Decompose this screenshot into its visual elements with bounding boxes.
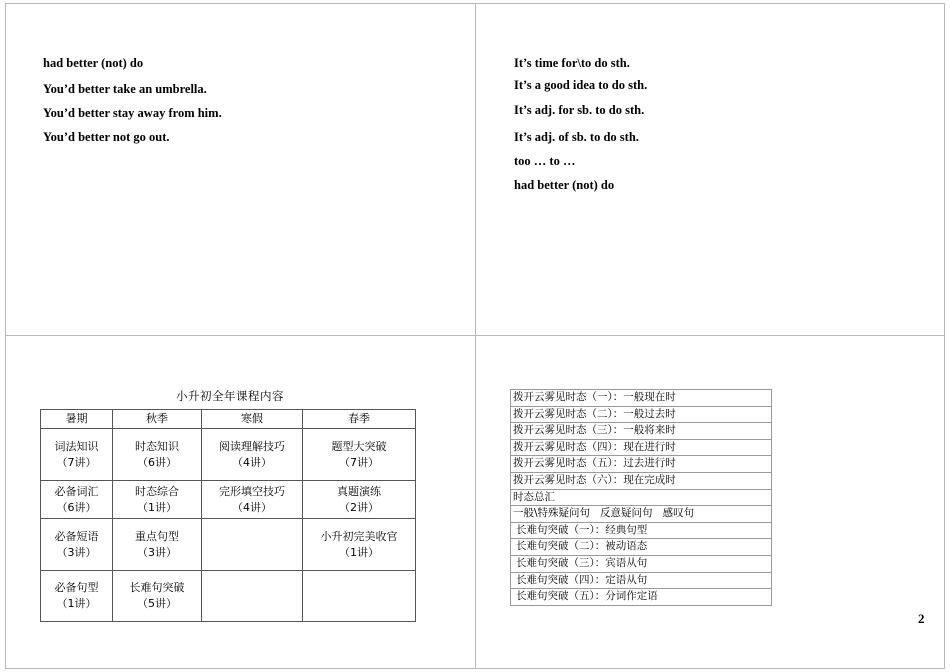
horizontal-divider xyxy=(5,335,945,336)
tr-line-6: had better (not) do xyxy=(514,178,615,192)
tr-line-1: It’s time for\to do sth. xyxy=(514,56,630,70)
table-cell xyxy=(202,571,303,622)
table-cell: 必备词汇 （6讲） xyxy=(41,481,113,519)
list-item: 长难句突破（三）：宾语从句 xyxy=(510,556,772,573)
list-item: 拨开云雾见时态（二）：一般过去时 xyxy=(510,407,772,424)
table-cell xyxy=(202,519,303,571)
list-item: 一般\特殊疑问句 反意疑问句 感叹句 xyxy=(510,506,772,523)
list-item: 拨开云雾见时态（一）：一般现在时 xyxy=(510,389,772,407)
list-item: 长难句突破（二）：被动语态 xyxy=(510,539,772,556)
list-item: 长难句突破（五）：分词作定语 xyxy=(510,589,772,606)
table-cell: 词法知识 （7讲） xyxy=(41,429,113,481)
list-item: 长难句突破（一）：经典句型 xyxy=(510,523,772,540)
table-cell: 小升初完美收官 （1讲） xyxy=(303,519,416,571)
tr-line-3: It’s adj. for sb. to do sth. xyxy=(514,103,645,117)
header-spring: 春季 xyxy=(303,410,416,429)
header-autumn: 秋季 xyxy=(113,410,202,429)
list-item: 时态总汇 xyxy=(510,490,772,507)
table-cell: 真题演练 （2讲） xyxy=(303,481,416,519)
table-row xyxy=(41,429,416,481)
tr-line-4: It’s adj. of sb. to do sth. xyxy=(514,130,639,144)
table-cell: 重点句型 （3讲） xyxy=(113,519,202,571)
tl-line-4: You’d better not go out. xyxy=(43,130,170,144)
table-cell: 必备句型 （1讲） xyxy=(41,571,113,622)
table-cell: 必备短语 （3讲） xyxy=(41,519,113,571)
table-cell: 题型大突破 （7讲） xyxy=(303,429,416,481)
list-item: 拨开云雾见时态（六）：现在完成时 xyxy=(510,473,772,490)
list-item: 长难句突破（四）：定语从句 xyxy=(510,573,772,590)
tr-line-5: too … to … xyxy=(514,154,576,168)
table-cell: 完形填空技巧 （4讲） xyxy=(202,481,303,519)
tl-line-2: You’d better take an umbrella. xyxy=(43,82,207,96)
tl-line-3: You’d better stay away from him. xyxy=(43,106,222,120)
header-summer: 暑期 xyxy=(41,410,113,429)
topic-list xyxy=(510,389,772,606)
table-cell xyxy=(303,571,416,622)
course-table-header-row xyxy=(41,410,416,429)
course-table xyxy=(40,409,416,622)
table-row xyxy=(41,519,416,571)
table-cell: 时态知识 （6讲） xyxy=(113,429,202,481)
list-item: 拨开云雾见时态（五）：过去进行时 xyxy=(510,456,772,473)
table-row xyxy=(41,571,416,622)
tl-line-1: had better (not) do xyxy=(43,56,144,70)
list-item: 拨开云雾见时态（三）：一般将来时 xyxy=(510,423,772,440)
table-cell: 时态综合 （1讲） xyxy=(113,481,202,519)
page-number: 2 xyxy=(918,611,925,626)
table-cell: 长难句突破 （5讲） xyxy=(113,571,202,622)
course-table-title: 小升初全年课程内容 xyxy=(176,389,284,403)
tr-line-2: It’s a good idea to do sth. xyxy=(514,78,648,92)
header-winter: 寒假 xyxy=(202,410,303,429)
vertical-divider xyxy=(475,3,476,669)
table-row xyxy=(41,481,416,519)
table-cell: 阅读理解技巧 （4讲） xyxy=(202,429,303,481)
list-item: 拨开云雾见时态（四）：现在进行时 xyxy=(510,440,772,457)
